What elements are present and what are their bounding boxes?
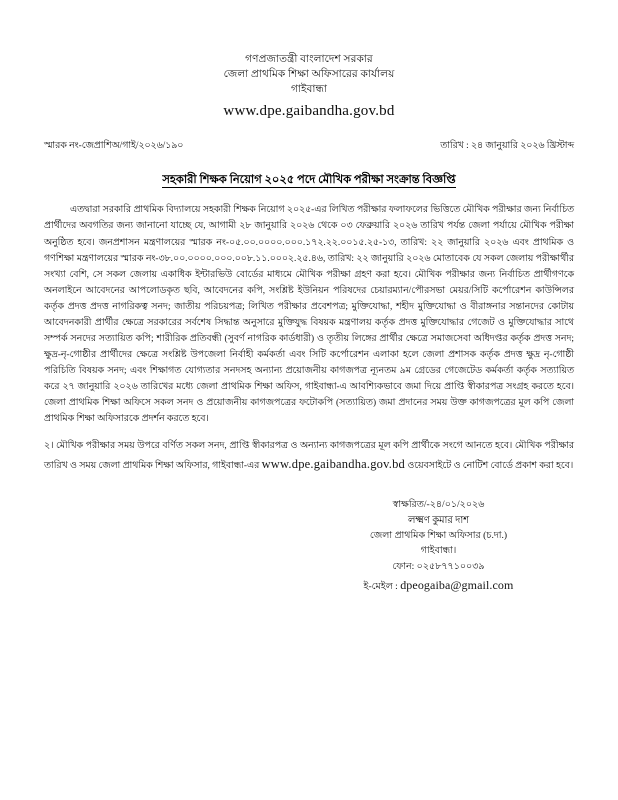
signatory-name: লক্ষ্মণ কুমার দাশ bbox=[408, 515, 469, 527]
page-title bbox=[44, 171, 574, 190]
office-website-url: www.dpe.gaibandha.gov.bd bbox=[223, 102, 395, 119]
phone-label: ফোন: bbox=[392, 561, 417, 572]
office-name: জেলা প্রাথমিক শিক্ষা অফিসারের কার্যালয় bbox=[223, 69, 395, 81]
phone-number: ০২৫৮৭৭১০০৩৯ bbox=[416, 561, 485, 572]
email-address: dpeogaiba@gmail.com bbox=[400, 578, 514, 593]
page-title-text: সহকারী শিক্ষক নিয়োগ ২০২৫ পদে মৌখিক পরীক্ষা সংক্রান্ত বিজ্ঞপ্তি bbox=[162, 174, 456, 187]
notice-paragraph-1: এতদ্বারা সরকারি প্রাথমিক বিদ্যালয়ে সহকারী শিক্ষক নিয়োগ ২০২৫-এর লিখিত পরীক্ষার ফলাফলের ভিত্তিতে মৌখিক পরীক্ষার জন্য নির্বাচিত প্রার্থীদের অবগতির জন্য জানানো যাচ্ছে যে, আগামী ২৮ জানুয়ারি ২০২৬ থেকে ০৩ ফেব্রুয়ারি ২০২৬ তারিখ পর্যন্ত জেলা পর্যায়ে মৌখিক পরীক্ষা অনুষ্ঠিত হবে। জনপ্রশাসন মন্ত্রণালয়ের স্মারক নং-০৫.০০.০০০০.০০০.১৭২.২২.০০১৫.২৫-১৩, তারিখ: ২২ জানুয়ারি ২০২৬ এবং প্রাথমিক ও গণশিক্ষা মন্ত্রণালয়ের স্মারক নং-৩৮.০০.০০০০.০০০.০০৮.১১.০০০২.২৫.৪৬, তারিখ: ২২ জানুয়ারি ২০২৬ মোতাবেক যে সকল জেলায় পরীক্ষার্থীর সংখ্যা বেশি, সে সকল জেলায় একাধিক ইন্টারভিউ বোর্ডের মাধ্যমে মৌখিক পরীক্ষা গ্রহণ করা হবে। মৌখিক পরীক্ষার জন্য নির্বাচিত প্রার্থীগণকে অনলাইনে আবেদনের আপলোডকৃত ছবি, আবেদনের কপি, সংশ্লিষ্ট ইউনিয়ন পরিষদের চেয়ারম্যান/পৌরসভা মেয়র/সিটি কর্পোরেশন কাউন্সিলর কর্তৃক প্রদত্ত প্রদত্ত নাগরিকত্ব সনদ; জাতীয় পরিচয়পত্র; লিখিত পরীক্ষার প্রবেশপত্র; মুক্তিযোদ্ধা, শহীদ মুক্তিযোদ্ধা ও বীরাঙ্গনার সন্তানদের কোটায় আবেদনকারী প্রার্থীর ক্ষেত্রে সরকারের সর্বশেষ সিদ্ধান্ত অনুসারে মুক্তিযুদ্ধ বিষয়ক মন্ত্রণালয় কর্তৃক প্রদত্ত মুক্তিযোদ্ধার গেজেট ও মুক্তিযোদ্ধার সাথে সম্পর্ক সনদের সত্যায়িত কপি; শারীরিক প্রতিবন্ধী (সুবর্ণ নাগরিক কার্ডধারী) ও তৃতীয় লিঙ্গের প্রার্থীর ক্ষেত্রে সমাজসেবা অধিদপ্তর কর্তৃক প্রদত্ত সনদ; ক্ষুদ্র-নৃ-গোষ্ঠীর প্রার্থীদের ক্ষেত্রে সংশ্লিষ্ট উপজেলা নির্বাহী কর্মকর্তা এবং সিটি কর্পোরেশন এলাকা হলে জেলা প্রশাসক কর্তৃক প্রদত্ত ক্ষুদ্র নৃ-গোষ্ঠী পরিচিতি বিষয়ক সনদ; এবং শিক্ষাগত যোগ্যতার সনদসহ অন্যান্য প্রয়োজনীয় কাগজপত্র ন্যূনতম ৯ম গ্রেডের গেজেটেড কর্মকর্তা কর্তৃক সত্যায়িত করে ২৭ জানুয়ারি ২০২৬ তারিখের মধ্যে জেলা প্রাথমিক শিক্ষা অফিস, গাইবান্ধা-এ আবশ্যিকভাবে জমা দিয়ে প্রাপ্তি স্বীকারপত্র সংগ্রহ করতে হবে। জেলা প্রাথমিক শিক্ষা অফিসে সকল সনদ ও প্রয়োজনীয় কাগজপত্রের ফটোকপি (সত্যায়িত) জমা প্রদানের সময় উক্ত কাগজপত্রের মূল কপি জেলা প্রাথমিক শিক্ষা অফিসারকে প্রদর্শন করতে হবে। bbox=[44, 205, 574, 425]
signed-date: স্বাক্ষরিত/-২৪/০১/২০২৬ bbox=[392, 499, 485, 510]
signatory-designation: জেলা প্রাথমিক শিক্ষা অফিসার (চ.দা.) bbox=[369, 531, 508, 542]
paragraph-2-text-after-url: ওয়েবসাইটে ও নোটিশ বোর্ডে প্রকাশ করা হবে। bbox=[405, 461, 574, 472]
letterhead bbox=[44, 52, 574, 122]
notice-paragraph-2 bbox=[44, 438, 574, 476]
memo-date: তারিখ : ২৪ জানুয়ারি ২০২৬ খ্রিস্টাব্দ bbox=[440, 141, 574, 152]
memo-row bbox=[44, 138, 574, 153]
contact-phone bbox=[311, 560, 566, 575]
paragraph-2-text-before-url: ২। মৌখিক পরীক্ষার সময় উপরে বর্ণিত সকল সনদ, প্রাপ্তি স্বীকারপত্র ও অন্যান্য কাগজপত্রের মূল কপি প্রার্থীকে সংগে আনতে হবে। মৌখিক পরীক্ষার তারিখ ও সময় জেলা প্রাথমিক শিক্ষা অফিসার, গাইবান্ধা-এর bbox=[44, 441, 574, 472]
memo-number: স্মারক নং-জেপ্রাশিঅ/গাই/২০২৬/১৯০ bbox=[44, 141, 184, 152]
inline-website-url: www.dpe.gaibandha.gov.bd bbox=[261, 457, 405, 472]
contact-email bbox=[311, 576, 566, 595]
signature-block bbox=[311, 498, 566, 596]
signatory-location: গাইবান্ধা। bbox=[420, 546, 457, 557]
government-name: গণপ্রজাতন্ত্রী বাংলাদেশ সরকার bbox=[245, 54, 373, 65]
district-name: গাইবান্ধা bbox=[290, 84, 328, 96]
email-label: ই-মেইল : bbox=[363, 582, 401, 593]
